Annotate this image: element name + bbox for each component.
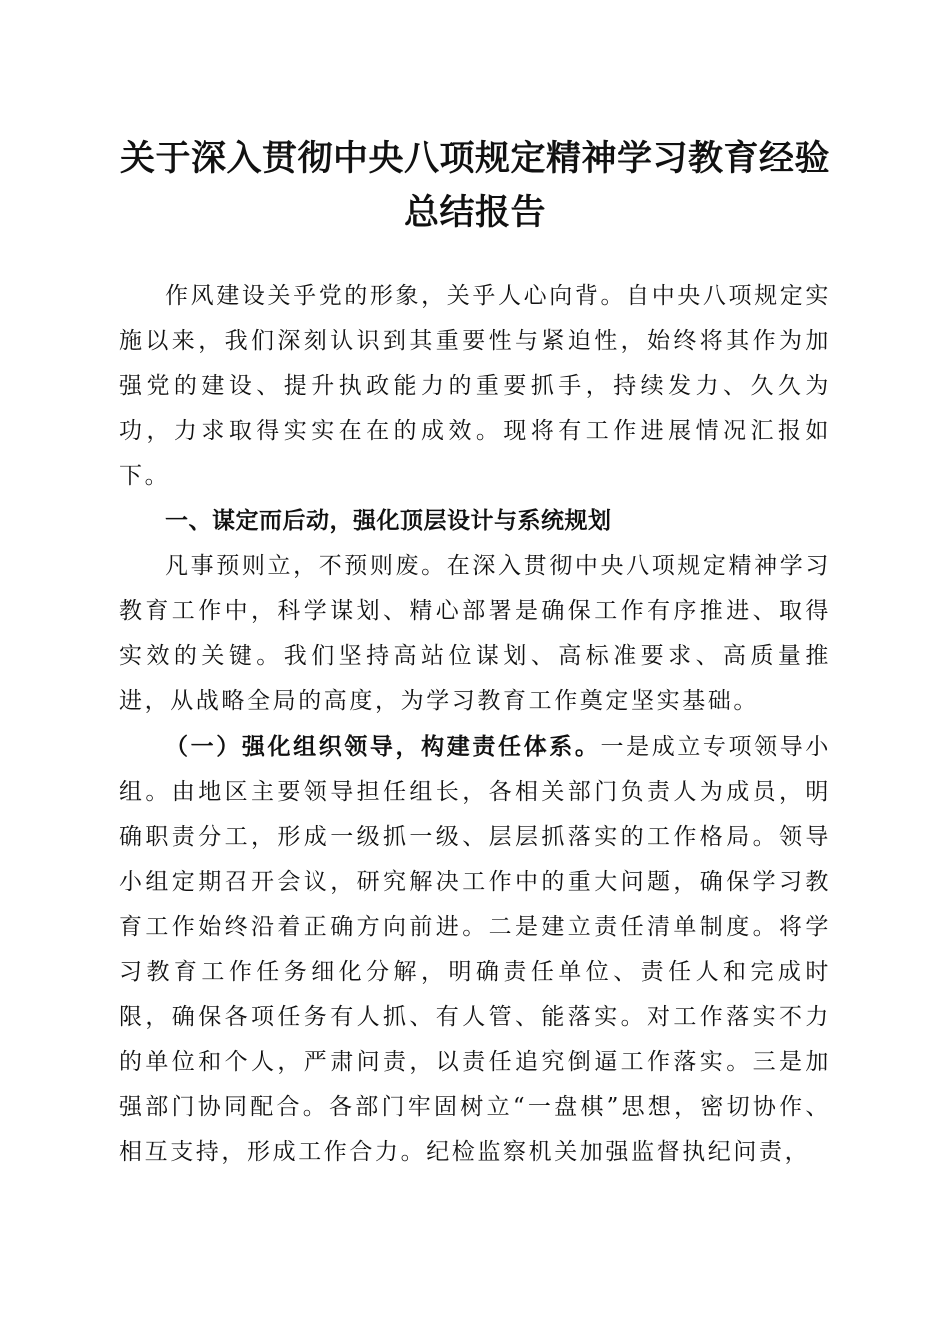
document-title: [110, 132, 840, 240]
subsection-1-text: 一是成立专项领导小组。由地区主要领导担任组长，各相关部门负责人为成员，明确职责分工，形成一级抓一级、层层抓落实的工作格局。领导小组定期召开会议，研究解决工作中的重大问题，确保学习教育工作始终沿着正确方向前进。二是建立责任清单制度。将学习教育工作任务细化分解，明确责任单位、责任人和完成时限，确保各项任务有人抓、有人管、能落实。对工作落实不力的单位和个人，严肃问责，以责任追究倒逼工作落实。三是加强部门协同配合。各部门牢固树立“一盘棋”思想，密切协作、相互支持，形成工作合力。纪检监察机关加强监督执纪问责，: [119, 734, 831, 1165]
intro-paragraph: 作风建设关乎党的形象，关乎人心向背。自中央八项规定实施以来，我们深刻认识到其重要性与紧迫性，始终将其作为加强党的建设、提升执政能力的重要抓手，持续发力、久久为功，力求取得实实在在的成效。现将有工作进展情况汇报如下。: [119, 283, 831, 489]
subsection-1-paragraph: [119, 724, 831, 1175]
title-line-1: 关于深入贯彻中央八项规定精神学习教育经验: [119, 138, 830, 179]
section-1-paragraph: 凡事预则立，不预则废。在深入贯彻中央八项规定精神学习教育工作中，科学谋划、精心部署是确保工作有序推进、取得实效的关键。我们坚持高站位谋划、高标准要求、高质量推进，从战略全局的高度，为学习教育工作奠定坚实基础。: [119, 553, 831, 714]
section-1-heading: 一、谋定而后动，强化顶层设计与系统规划: [165, 508, 612, 534]
subsection-1-heading: （一）强化组织领导，构建责任体系。: [165, 733, 601, 760]
title-line-2: 总结报告: [403, 192, 546, 233]
document-body: [119, 274, 831, 1175]
